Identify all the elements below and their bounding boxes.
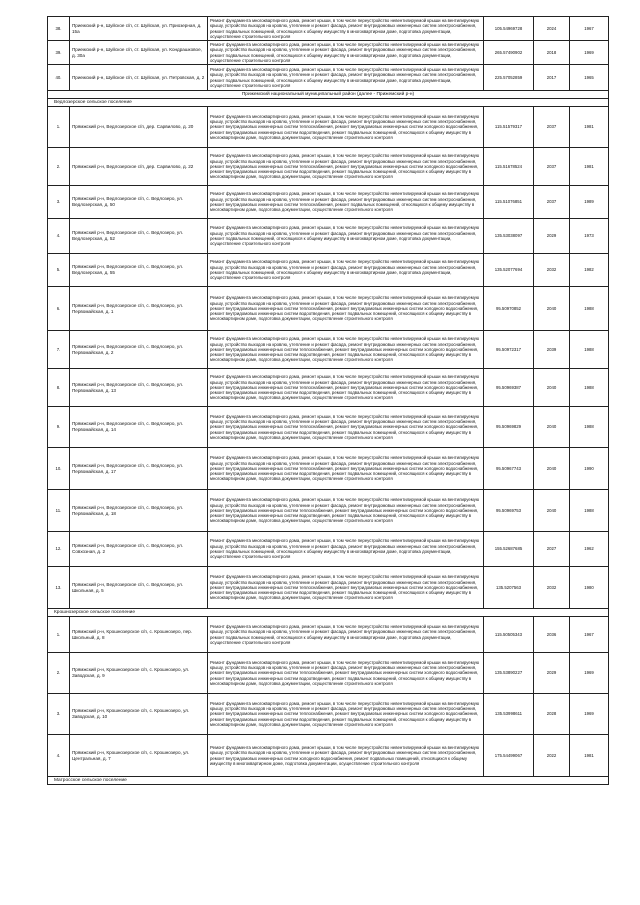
planned-year: 2037 (534, 186, 570, 219)
row-number: 4. (48, 735, 70, 777)
repair-cost: 135.5207563 (484, 567, 534, 609)
planned-year: 2024 (534, 17, 570, 41)
repair-cost: 95.50967743 (484, 448, 534, 490)
build-year: 1981 (570, 107, 609, 148)
row-number: 9. (48, 407, 70, 448)
repair-cost: 95.50969753 (484, 490, 534, 532)
repair-cost: 95.50972317 (484, 331, 534, 369)
settlement-title: Ведлозерское сельское поселение (48, 99, 609, 107)
planned-year: 2040 (534, 287, 570, 331)
planned-year: 2029 (534, 219, 570, 254)
repair-works: Ремонт фундамента многоквартирного дома, ремонт крыши, в том числе переустройство невентилируемой крыши на вентилируемую крышу, устройство выходов на кровлю, утепление и ремонт фасада, ремонт внутридомовых инженерных систем электроснабжения, ремонт подвальных помещений, относящихся к общему имуществу в многоквартирном доме, подготовка документации, осуществление строительного контроля (208, 254, 484, 287)
table-row (48, 148, 609, 186)
repair-cost: 95.50969829 (484, 407, 534, 448)
build-year: 1965 (570, 65, 609, 91)
row-number: 13. (48, 567, 70, 609)
repair-cost: 95.50970852 (484, 287, 534, 331)
repair-works: Ремонт фундамента многоквартирного дома, ремонт крыши, в том числе переустройство невентилируемой крыши на вентилируемую крышу, устройство выходов на кровлю, утепление и ремонт фасада, ремонт внутридомовых инженерных систем электроснабжения, ремонт подвальных помещений, относящихся к общему имуществу в многоквартирном доме, подготовка документации, осуществление строительного контроля (208, 219, 484, 254)
row-number: 11. (48, 490, 70, 532)
settlement-title: Матросское сельское поселение (48, 777, 609, 785)
settlement-title: Крошнозерское сельское поселение (48, 609, 609, 617)
planned-year: 2040 (534, 490, 570, 532)
build-year: 1988 (570, 490, 609, 532)
program-table (47, 16, 609, 785)
build-year: 1988 (570, 331, 609, 369)
house-address: Прямжский р-н, Ведлозерское с/п, с. Ведлозеро, ул. Первомайская, д. 18 (70, 490, 208, 532)
repair-works: Ремонт фундамента многоквартирного дома, ремонт крыши, в том числе переустройство невентилируемой крыши на вентилируемую крышу, устройство выходов на кровлю, утепление и ремонт фасада, ремонт внутридомовых инженерных систем электроснабжения, ремонт внутридомовых инженерных систем теплоснабжения, ремонт внутридомовых инженерных систем холодного водоснабжения, ремонт внутридомовых инженерных систем водоотведения, ремонт подвальных помещений, относящихся к общему имуществу в многоквартирном доме, подготовка документации, осуществление строительного контроля (208, 694, 484, 735)
table-row (48, 653, 609, 694)
table-row (48, 448, 609, 490)
table-row (48, 331, 609, 369)
house-address: Прямжский р-н, Крошнозерское с/п, с. Крошнозеро, ул. Заводская, д. 9 (70, 653, 208, 694)
row-number: 2. (48, 653, 70, 694)
repair-cost: 115.51076851 (484, 186, 534, 219)
table-row (48, 617, 609, 653)
house-address: Прямжский р-н, Крошнозерское с/п, с. Крошнозеро, ул. Центральная, д. 7 (70, 735, 208, 777)
planned-year: 2017 (534, 65, 570, 91)
table-row (48, 254, 609, 287)
table-row (48, 17, 609, 41)
build-year: 1988 (570, 287, 609, 331)
district-title: Прижемский национальный муниципальный район (далее - Прижемский р-н) (48, 91, 609, 99)
house-address: Приежский р-н, Шуйское с/п, ст. Шуйская, ул. Кондрашковое, д. 30а (70, 41, 208, 65)
table-row (48, 532, 609, 567)
row-number: 12. (48, 532, 70, 567)
repair-works: Ремонт фундамента многоквартирного дома, ремонт крыши, в том числе переустройство невентилируемой крыши на вентилируемую крышу, устройство выходов на кровлю, утепление и ремонт фасада, ремонт внутридомовых инженерных систем электроснабжения, ремонт внутридомовых инженерных систем теплоснабжения, ремонт внутридомовых инженерных систем холодного водоснабжения, ремонт внутридомовых инженерных систем водоотведения, ремонт подвальных помещений, относящихся к общему имуществу в многоквартирном доме, подготовка документации, осуществление строительного контроля (208, 148, 484, 186)
program-table-body (48, 17, 609, 785)
table-row (48, 65, 609, 91)
repair-works: Ремонт фундамента многоквартирного дома, ремонт крыши, в том числе переустройство невентилируемой крыши на вентилируемую крышу, устройство выходов на кровлю, утепление и ремонт фасада, ремонт внутридомовых инженерных систем электроснабжения, ремонт внутридомовых инженерных систем теплоснабжения, ремонт внутридомовых инженерных систем холодного водоснабжения, ремонт внутридомовых инженерных систем водоотведения, ремонт подвальных помещений, относящихся к общему имуществу в многоквартирном доме, подготовка документации, осуществление строительного контроля (208, 490, 484, 532)
repair-works: Ремонт фундамента многоквартирного дома, ремонт крыши, в том числе переустройство невентилируемой крыши на вентилируемую крышу, устройство выходов на кровлю, утепление и ремонт фасада, ремонт внутридомовых инженерных систем электроснабжения, ремонт внутридомовых инженерных систем теплоснабжения, ремонт внутридомовых инженерных систем холодного водоснабжения, ремонт внутридомовых инженерных систем водоотведения, ремонт подвальных помещений, относящихся к общему имуществу в многоквартирном доме, подготовка документации, осуществление строительного контроля (208, 448, 484, 490)
house-address: Прямжский р-н, Ведлозерское с/п, с. Ведлозеро, ул. Ведлозерская, д. 50 (70, 186, 208, 219)
table-row (48, 287, 609, 331)
repair-cost: 105.54969728 (484, 17, 534, 41)
repair-works: Ремонт фундамента многоквартирного дома, ремонт крыши, в том числе переустройство невентилируемой крыши на вентилируемую крышу, устройство выходов на кровлю, утепление и ремонт фасада, ремонт внутридомовых инженерных систем электроснабжения, ремонт внутридомовых инженерных систем теплоснабжения, ремонт внутридомовых инженерных систем холодного водоснабжения, ремонт внутридомовых инженерных систем водоотведения, ремонт подвальных помещений, относящихся к общему имуществу в многоквартирном доме, подготовка документации, осуществление строительного контроля (208, 107, 484, 148)
build-year: 1962 (570, 532, 609, 567)
table-row (48, 735, 609, 777)
repair-works: Ремонт фундамента многоквартирного дома, ремонт крыши, в том числе переустройство невентилируемой крыши на вентилируемую крышу, устройство выходов на кровлю, утепление и ремонт фасада, ремонт внутридомовых инженерных систем электроснабжения, ремонт подвальных помещений, относящихся к общему имуществу в многоквартирном доме, подготовка документации, осуществление строительного контроля (208, 41, 484, 65)
district-header-row (48, 91, 609, 99)
repair-cost: 135.53038097 (484, 219, 534, 254)
repair-works: Ремонт фундамента многоквартирного дома, ремонт крыши, в том числе переустройство невентилируемой крыши на вентилируемую крышу, устройство выходов на кровлю, утепление и ремонт фасада, ремонт внутридомовых инженерных систем электроснабжения, ремонт внутридомовых инженерных систем теплоснабжения, ремонт подвальных помещений, относящихся к общему имуществу в многоквартирном доме, подготовка документации, осуществление строительного контроля (208, 186, 484, 219)
build-year: 1981 (570, 148, 609, 186)
house-address: Прямжский р-н, Ведлозерское с/п, с. Ведлозеро, ул. Школьная, д. 5 (70, 567, 208, 609)
planned-year: 2040 (534, 407, 570, 448)
planned-year: 2029 (534, 653, 570, 694)
table-row (48, 407, 609, 448)
settlement-header-row (48, 99, 609, 107)
row-number: 1. (48, 107, 70, 148)
house-address: Прямжский р-н, Ведлозерское с/п, с. Ведлозеро, ул. Первомайская, д. 14 (70, 407, 208, 448)
house-address: Прямжский р-н, Ведлозерское с/п, с. Ведлозеро, ул. Первомайская, д. 13 (70, 369, 208, 407)
house-address: Приежский р-н, Шуйское с/п, ст. Шуйская, ул. Приозерная, д. 15а (70, 17, 208, 41)
row-number: 40. (48, 65, 70, 91)
planned-year: 2018 (534, 41, 570, 65)
build-year: 1988 (570, 369, 609, 407)
build-year: 1969 (570, 694, 609, 735)
repair-works: Ремонт фундамента многоквартирного дома, ремонт крыши, в том числе переустройство невентилируемой крыши на вентилируемую крышу, устройство выходов на кровлю, утепление и ремонт фасада, ремонт внутридомовых инженерных систем электроснабжения, ремонт внутридомовых инженерных систем теплоснабжения, ремонт внутридомовых инженерных систем холодного водоснабжения, ремонт внутридомовых инженерных систем водоотведения, ремонт подвальных помещений, относящихся к общему имуществу в многоквартирном доме, подготовка документации, осуществление строительного контроля (208, 407, 484, 448)
repair-cost: 135.52077694 (484, 254, 534, 287)
house-address: Прямжский р-н, Ведлозерское с/п, дер. Сарвилово, д. 20 (70, 107, 208, 148)
repair-works: Ремонт фундамента многоквартирного дома, ремонт крыши, в том числе переустройство невентилируемой крыши на вентилируемую крышу, устройство выходов на кровлю, утепление и ремонт фасада, ремонт внутридомовых инженерных систем электроснабжения, ремонт подвальных помещений, относящихся к общему имуществу в многоквартирном доме, подготовка документации, осуществление строительного контроля (208, 617, 484, 653)
table-row (48, 369, 609, 407)
repair-cost: 175.54499067 (484, 735, 534, 777)
planned-year: 2028 (534, 694, 570, 735)
settlement-header-row (48, 777, 609, 785)
planned-year: 2040 (534, 369, 570, 407)
planned-year: 2022 (534, 735, 570, 777)
repair-works: Ремонт фундамента многоквартирного дома, ремонт крыши, в том числе переустройство невентилируемой крыши на вентилируемую крышу, устройство выходов на кровлю, утепление и ремонт фасада, ремонт внутридомовых инженерных систем электроснабжения, ремонт внутридомовых инженерных систем теплоснабжения, ремонт внутридомовых инженерных систем холодного водоснабжения, ремонт внутридомовых инженерных систем водоотведения, ремонт подвальных помещений, относящихся к общему имуществу в многоквартирном доме, подготовка документации, осуществление строительного контроля (208, 287, 484, 331)
repair-cost: 95.50969387 (484, 369, 534, 407)
house-address: Прямжский р-н, Ведлозерское с/п, с. Ведлозеро, ул. Первомайская, д. 17 (70, 448, 208, 490)
repair-cost: 135.53890227 (484, 653, 534, 694)
build-year: 1989 (570, 186, 609, 219)
repair-cost: 115.51678524 (484, 148, 534, 186)
row-number: 8. (48, 369, 70, 407)
table-row (48, 186, 609, 219)
repair-works: Ремонт фундамента многоквартирного дома, ремонт крыши, в том числе переустройство невентилируемой крыши на вентилируемую крышу, устройство выходов на кровлю, утепление и ремонт фасада, ремонт внутридомовых инженерных систем электроснабжения, ремонт подвальных помещений, относящихся к общему имуществу в многоквартирном доме, подготовка документации, осуществление строительного контроля (208, 17, 484, 41)
row-number: 1. (48, 617, 70, 653)
house-address: Прямжский р-н, Ведлозерское с/п, с. Ведлозеро, ул. Совхозная, д. 2 (70, 532, 208, 567)
repair-works: Ремонт фундамента многоквартирного дома, ремонт крыши, в том числе переустройство невентилируемой крыши на вентилируемую крышу, устройство выходов на кровлю, утепление и ремонт фасада, ремонт внутридомовых инженерных систем электроснабжения, ремонт подвальных помещений, относящихся к общему имуществу в многоквартирном доме, подготовка документации, осуществление строительного контроля (208, 532, 484, 567)
settlement-header-row (48, 609, 609, 617)
repair-cost: 155.52687685 (484, 532, 534, 567)
repair-works: Ремонт фундамента многоквартирного дома, ремонт крыши, в том числе переустройство невентилируемой крыши на вентилируемую крышу, устройство выходов на кровлю, утепление и ремонт фасада, ремонт внутридомовых инженерных систем электроснабжения, ремонт внутридомовых инженерных систем теплоснабжения, ремонт внутридомовых инженерных систем холодного водоснабжения, ремонт внутридомовых инженерных систем водоотведения, ремонт подвальных помещений, относящихся к общему имуществу в многоквартирном доме, подготовка документации, осуществление строительного контроля (208, 567, 484, 609)
planned-year: 2040 (534, 448, 570, 490)
row-number: 3. (48, 694, 70, 735)
build-year: 1969 (570, 41, 609, 65)
repair-works: Ремонт фундамента многоквартирного дома, ремонт крыши, в том числе переустройство невентилируемой крыши на вентилируемую крышу, устройство выходов на кровлю, утепление и ремонт фасада, ремонт внутридомовых инженерных систем электроснабжения, ремонт внутридомовых инженерных систем теплоснабжения, ремонт внутридомовых инженерных систем холодного водоснабжения, ремонт внутридомовых инженерных систем водоотведения, ремонт подвальных помещений, относящихся к общему имуществу в многоквартирном доме, подготовка документации, осуществление строительного контроля (208, 369, 484, 407)
build-year: 1981 (570, 735, 609, 777)
house-address: Прямжский р-н, Ведлозерское с/п, с. Ведлозеро, ул. Ведлозерская, д. 52 (70, 219, 208, 254)
table-row (48, 567, 609, 609)
row-number: 7. (48, 331, 70, 369)
house-address: Прямжский р-н, Ведлозерское с/п, с. Ведлозеро, ул. Первомайская, д. 1 (70, 287, 208, 331)
repair-works: Ремонт фундамента многоквартирного дома, ремонт крыши, в том числе переустройство невентилируемой крыши на вентилируемую крышу, устройство выходов на кровлю, утепление и ремонт фасада, ремонт внутридомовых инженерных систем электроснабжения, ремонт внутридомовых инженерных систем холодного водоснабжения, ремонт подвальных помещений, относящихся к общему имуществу в многоквартирном доме, подготовка документации, осуществление строительного контроля (208, 735, 484, 777)
build-year: 1982 (570, 254, 609, 287)
build-year: 1967 (570, 617, 609, 653)
house-address: Прямжский р-н, Крошнозерское с/п, с. Крошнозеро, пер. Школьный, д. 8 (70, 617, 208, 653)
row-number: 39. (48, 41, 70, 65)
repair-works: Ремонт фундамента многоквартирного дома, ремонт крыши, в том числе переустройство невентилируемой крыши на вентилируемую крышу, устройство выходов на кровлю, утепление и ремонт фасада, ремонт внутридомовых инженерных систем электроснабжения, ремонт подвальных помещений, относящихся к общему имуществу в многоквартирном доме, подготовка документации, осуществление строительного контроля (208, 65, 484, 91)
repair-works: Ремонт фундамента многоквартирного дома, ремонт крыши, в том числе переустройство невентилируемой крыши на вентилируемую крышу, устройство выходов на кровлю, утепление и ремонт фасада, ремонт внутридомовых инженерных систем электроснабжения, ремонт внутридомовых инженерных систем теплоснабжения, ремонт внутридомовых инженерных систем холодного водоснабжения, ремонт внутридомовых инженерных систем водоотведения, ремонт подвальных помещений, относящихся к общему имуществу в многоквартирном доме, подготовка документации, осуществление строительного контроля (208, 653, 484, 694)
table-row (48, 41, 609, 65)
planned-year: 2032 (534, 254, 570, 287)
house-address: Прямжский р-н, Ведлозерское с/п, с. Ведлозеро, ул. Ведлозерская, д. 55 (70, 254, 208, 287)
row-number: 5. (48, 254, 70, 287)
row-number: 6. (48, 287, 70, 331)
house-address: Прямжский р-н, Крошнозерское с/п, с. Крошнозеро, ул. Заводская, д. 10 (70, 694, 208, 735)
build-year: 1967 (570, 17, 609, 41)
planned-year: 2027 (534, 532, 570, 567)
repair-cost: 225.57052859 (484, 65, 534, 91)
table-row (48, 219, 609, 254)
table-row (48, 490, 609, 532)
planned-year: 2036 (534, 617, 570, 653)
row-number: 10. (48, 448, 70, 490)
house-address: Прямжский р-н, Ведлозерское с/п, с. Ведлозеро, ул. Первомайская, д. 2 (70, 331, 208, 369)
planned-year: 2037 (534, 148, 570, 186)
repair-cost: 135.53998611 (484, 694, 534, 735)
build-year: 1973 (570, 219, 609, 254)
repair-cost: 115.50505343 (484, 617, 534, 653)
repair-cost: 265.57490902 (484, 41, 534, 65)
row-number: 3. (48, 186, 70, 219)
table-row (48, 107, 609, 148)
row-number: 38. (48, 17, 70, 41)
repair-cost: 115.51579317 (484, 107, 534, 148)
planned-year: 2032 (534, 567, 570, 609)
build-year: 1969 (570, 653, 609, 694)
planned-year: 2039 (534, 331, 570, 369)
build-year: 1988 (570, 407, 609, 448)
repair-works: Ремонт фундамента многоквартирного дома, ремонт крыши, в том числе переустройство невентилируемой крыши на вентилируемую крышу, устройство выходов на кровлю, утепление и ремонт фасада, ремонт внутридомовых инженерных систем электроснабжения, ремонт внутридомовых инженерных систем теплоснабжения, ремонт внутридомовых инженерных систем холодного водоснабжения, ремонт внутридомовых инженерных систем водоотведения, ремонт подвальных помещений, относящихся к общему имуществу в многоквартирном доме, подготовка документации, осуществление строительного контроля (208, 331, 484, 369)
house-address: Приежский р-н, Шуйское с/п, ст. Шуйская, ул. Петровская, д. 2 (70, 65, 208, 91)
house-address: Прямжский р-н, Ведлозерское с/п, дер. Сарвилово, д. 22 (70, 148, 208, 186)
build-year: 1990 (570, 448, 609, 490)
planned-year: 2037 (534, 107, 570, 148)
row-number: 4. (48, 219, 70, 254)
row-number: 2. (48, 148, 70, 186)
table-row (48, 694, 609, 735)
build-year: 1980 (570, 567, 609, 609)
